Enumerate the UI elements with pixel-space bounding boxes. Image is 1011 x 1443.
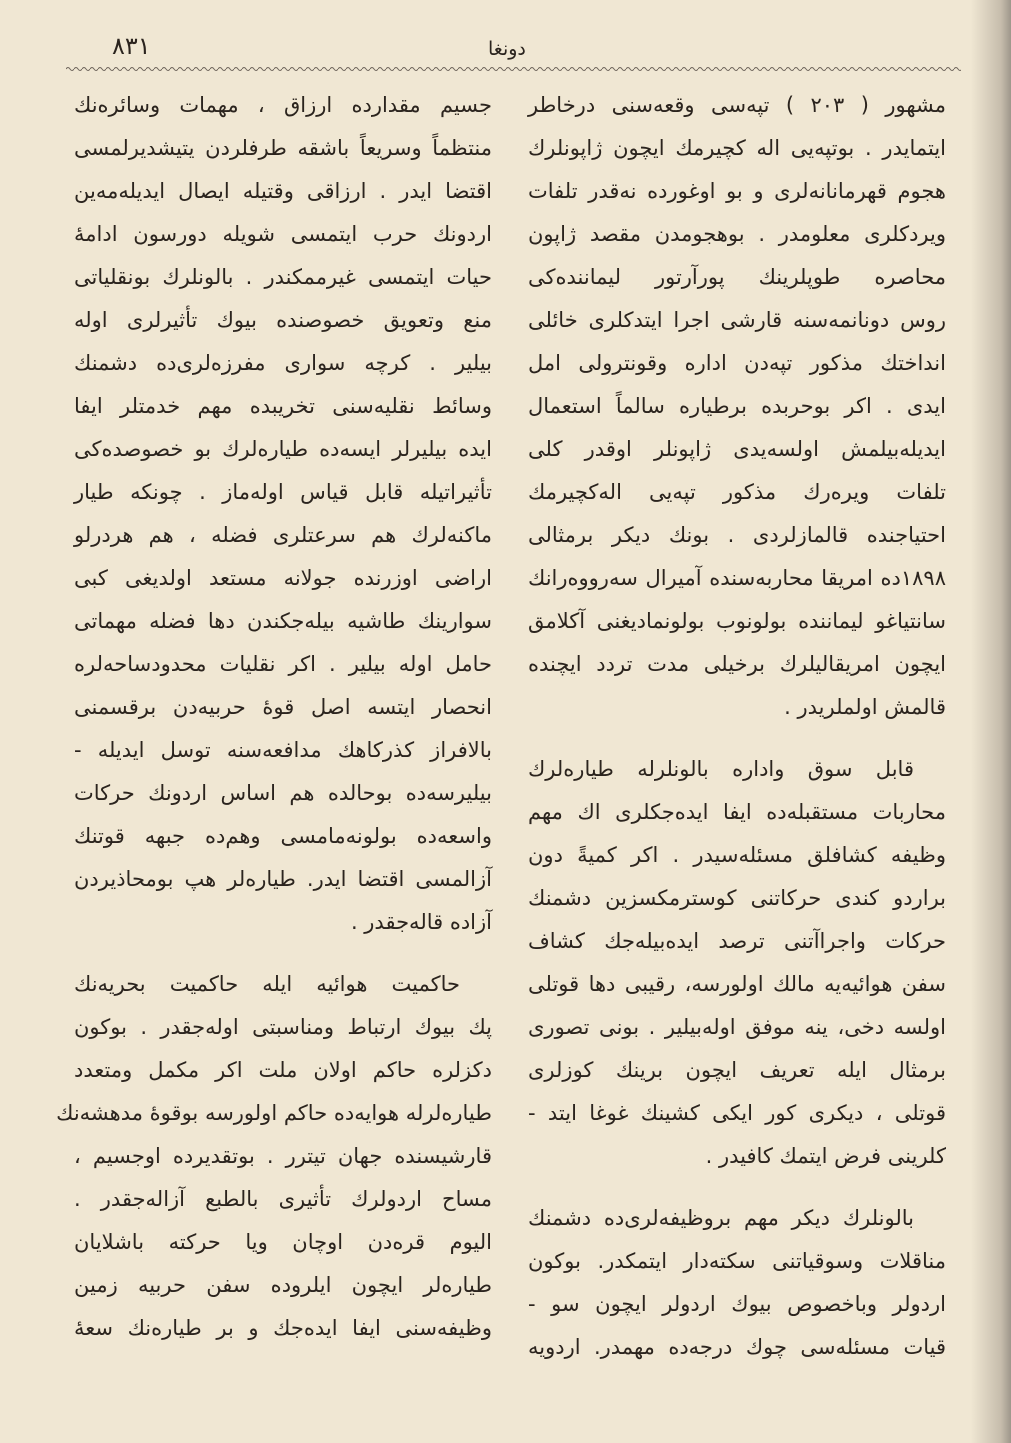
text-line: تلفات ویره‌رك مذکور تپه‌یی اله‌کچیرمك — [528, 480, 946, 504]
text-line: حامل اوله بیلیر . اکر نقلیات محدودساحه‌لره — [74, 652, 492, 676]
text-line: بالافراز کذرکاهك مدافعه‌سنه توسل ایدیله - — [74, 738, 492, 762]
text-line: وسائط نقلیه‌سنی تخریبده مهم خدمتلر ایفا — [74, 394, 492, 418]
text-column-right — [528, 84, 946, 1388]
text-line: مناقلات وسوقیاتنی سکته‌دار ایتمکدر. بوکون — [528, 1249, 946, 1273]
text-line: سوارینك طاشیه بیله‌جکندن دها فضله مهماتی — [74, 609, 492, 633]
text-line: الیوم قره‌دن اوچان ویا حرکته باشلایان — [74, 1230, 492, 1254]
text-line: بالونلرك دیکر مهم بروظیفه‌لری‌ده دشمنك — [528, 1206, 914, 1230]
text-line: آزالمسی اقتضا ایدر. طیاره‌لر هپ بومحاذیردن — [74, 867, 492, 891]
text-line: انحصار ایتسه اصل قوهٔ حربیه‌دن برقسمنی — [74, 695, 492, 719]
text-line: تأثیراتیله قابل قیاس اوله‌ماز . چونکه طیار — [74, 480, 492, 504]
text-line: اردولر وباخصوص بیوك اردولر ایچون سو - — [528, 1292, 946, 1316]
text-line: ١٨٩٨ده امریقا محاربه‌سنده آمیرال سه‌رووه‌رانك — [528, 566, 946, 590]
text-line: واسعه‌ده بولونه‌مامسی وهم‌ده جبهه قوتنك — [74, 824, 492, 848]
text-line: منع وتعویق خصوصنده بیوك تأثیرلری اوله — [74, 308, 492, 332]
text-line: اولسه دخی، ینه موفق اوله‌بیلیر . بونی تصوری — [528, 1015, 946, 1039]
text-line: طیاره‌لر ایچون ایلروده سفن حربیه زمین — [74, 1273, 492, 1297]
text-line: منتظماً وسریعاً باشقه طرفلردن یتیشدیرلمسی — [74, 136, 492, 160]
text-line: ایچون امریقالیلرك برخیلی مدت تردد ایچنده — [528, 652, 946, 676]
paragraph — [528, 1197, 946, 1369]
text-line: ماکنه‌لرك هم سرعتلری فضله ، هم هردرلو — [74, 523, 492, 547]
text-line: بیلیرسه‌ده بوحالده هم اساس اردونك حرکات — [74, 781, 492, 805]
text-line: مساح اردولرك تأثیری بالطبع آزاله‌جقدر . — [74, 1187, 492, 1211]
text-column-left — [56, 84, 492, 1369]
paragraph — [528, 84, 946, 729]
text-line: حرکات واجراآتنی ترصد ایده‌بیله‌جك کشاف — [528, 929, 946, 953]
paragraph — [528, 748, 946, 1178]
text-line: ویردکلری معلومدر . بوهجومدن مقصد ژاپون — [528, 222, 946, 246]
text-line: ایتمایدر . بوتپه‌یی اله کچیرمك ایچون ژاپونلرك — [528, 136, 946, 160]
text-line: قابل سوق واداره بالونلرله طیاره‌لرك — [528, 757, 914, 781]
text-line: طیاره‌لرله هوایه‌ده حاکم اولورسه بوقوهٔ مدهشه‌نك — [56, 1101, 492, 1125]
text-line: براردو کندی حرکاتنی کوسترمکسزین دشمنك — [528, 886, 946, 910]
text-line: احتیاجنده قالمازلردی . بونك دیکر برمثالی — [528, 523, 946, 547]
text-line: ایدیله‌بیلمش اولسه‌یدی ژاپونلر اوقدر کلی — [528, 437, 946, 461]
text-line: هجوم قهرمانانه‌لری و بو اوغورده نه‌قدر تلفات — [528, 179, 946, 203]
text-line: محاربات مستقبله‌ده ایفا ایده‌جکلری اك مهم — [528, 800, 946, 824]
text-line: ایدی . اکر بوحربده برطیاره سالماً استعمال — [528, 394, 946, 418]
text-line: روس دونانمه‌سنه قارشی اجرا ایتدکلری خائلی — [528, 308, 946, 332]
text-line: اراضی اوزرنده جولانه مستعد اولدیغی کبی — [74, 566, 492, 590]
paragraph — [56, 963, 492, 1350]
paragraph — [74, 84, 492, 944]
text-line: اقتضا ایدر . ارزاقی وقتیله ایصال ایدیله‌مه‌ین — [74, 179, 492, 203]
text-line: برمثال ایله تعریف ایچون برینك کوزلری — [528, 1058, 946, 1082]
text-line: اردونك حرب ایتمسی شویله دورسون ادامهٔ — [74, 222, 492, 246]
text-line: سانتیاغو لیماننده بولونوب بولونمادیغنی آکلامق — [528, 609, 946, 633]
text-line: محاصره طوپلرینك پورآرتور لیماننده‌کی — [528, 265, 946, 289]
text-line: وظیفه کشافلق مسئله‌سیدر . اکر کمیةً دون — [528, 843, 946, 867]
running-title: دونغا — [488, 38, 526, 60]
text-line: جسیم مقدارده ارزاق ، مهمات وسائره‌نك — [74, 93, 492, 117]
text-line: ایده بیلیرلر ایسه‌ده طیاره‌لرك بو خصوصده‌کی — [74, 437, 492, 461]
text-line: کلرینی فرض ایتمك کافیدر . — [705, 1144, 946, 1168]
page-number: ٨٣١ — [112, 32, 151, 60]
text-line: آزاده قاله‌جقدر . — [350, 910, 492, 934]
text-line: قارشیسنده جهان تیترر . بوتقدیرده اوجسیم ، — [74, 1144, 492, 1168]
text-line: وظیفه‌سنی ایفا ایده‌جك و بر طیاره‌نك سعهٔ — [74, 1316, 492, 1340]
text-line: بیلیر . کرچه سواری مفرزه‌لری‌ده دشمنك — [74, 351, 492, 375]
text-line: قوتلی ، دیکری کور ایکی کشینك غوغا ایتد - — [528, 1101, 946, 1125]
text-line: قالمش اولملریدر . — [784, 695, 946, 719]
text-line: پك بیوك ارتباط ومناسبتی اوله‌جقدر . بوکون — [74, 1015, 492, 1039]
text-line: سفن هوائیه‌یه مالك اولورسه، رقیبی دها قوتلی — [528, 972, 946, 996]
text-line: دکزلره حاکم اولان ملت اکر مکمل ومتعدد — [74, 1058, 492, 1082]
text-line: مشهور ( ٢٠٣ ) تپه‌سی وقعه‌سنی درخاطر — [528, 93, 946, 117]
text-line: انداختك مذکور تپه‌دن اداره وقونترولی امل — [528, 351, 946, 375]
wavy-header-rule — [66, 64, 961, 74]
text-line: قیات مسئله‌سی چوك درجه‌ده مهمدر. اردویه — [528, 1335, 946, 1359]
text-line: حاکمیت هوائیه ایله حاکمیت بحریه‌نك — [74, 972, 460, 996]
text-line: حیات ایتمسی غیرممکندر . بالونلرك بونقلیاتی — [74, 265, 492, 289]
